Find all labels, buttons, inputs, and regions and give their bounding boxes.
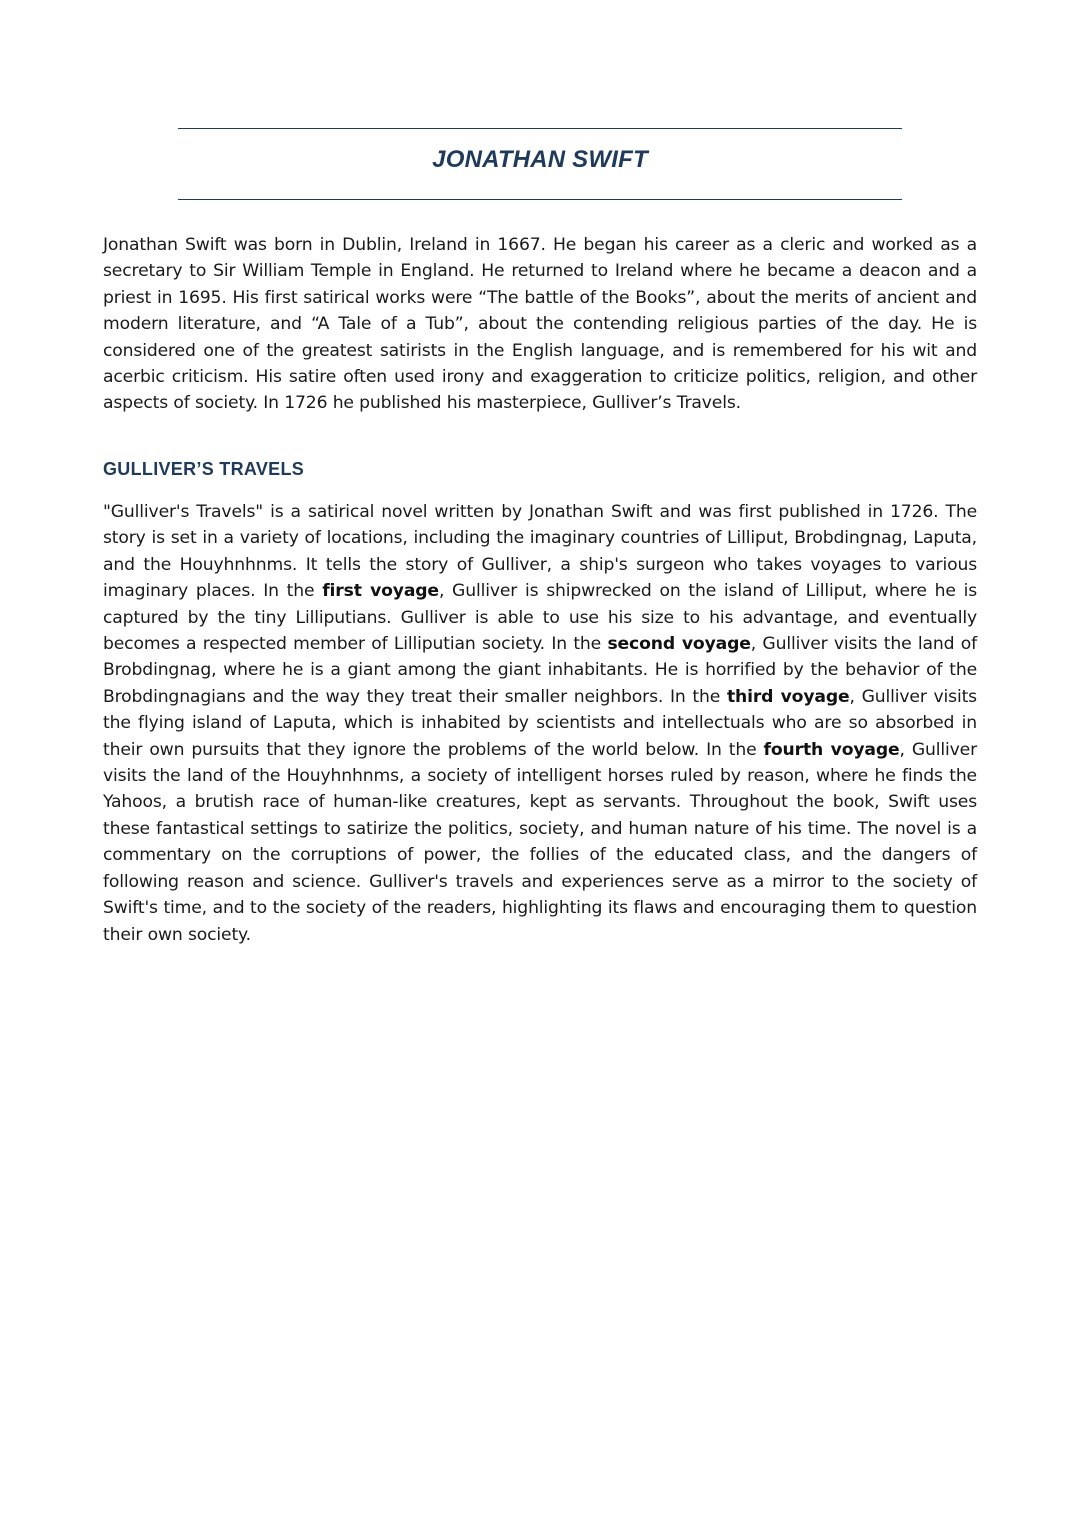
title-bottom-rule xyxy=(178,199,902,200)
section-heading-gullivers-travels: GULLIVER’S TRAVELS xyxy=(103,459,305,479)
biography-paragraph: Jonathan Swift was born in Dublin, Ireland in 1667. He began his career as a cleric and worked as a secretary to Sir William Temple in England. He returned to Ireland where he became a deacon and a priest in 1695. His first satirical works were “The battle of the Books”, about the merits of ancient and modern literature, and “A Tale of a Tub”, about the contending religious parties of the day. He is considered one of the greatest satirists in the English language, and is remembered for his wit and acerbic criticism. His satire often used irony and exaggeration to criticize politics, religion, and other aspects of society. In 1726 he published his masterpiece, Gulliver’s Travels. xyxy=(103,235,977,414)
novel-text-part-1: "Gulliver's Travels" is a satirical novel written by Jonathan Swift and was first published in 1726. The story is set in a variety of locations, including the imaginary countries of Lilliput, Brobdingnag, Laputa, and the Houyhnhnms. It tells the story of Gulliver, a ship's surgeon who takes voyages to various imaginary places. In the xyxy=(103,502,977,602)
novel-text-part-4: , Gulliver visits the flying island of Laputa, which is inhabited by scientists and intellectuals who are so absorbed in their own pursuits that they ignore the problems of the world below. In the xyxy=(103,686,977,760)
first-voyage-emphasis: first voyage xyxy=(322,581,439,602)
novel-text-part-2: , Gulliver is shipwrecked on the island of Lilliput, where he is captured by the tiny Lilliputians. Gulliver is able to use his size to his advantage, and eventually becomes a respected member of Lilliputian society. In the xyxy=(103,581,977,655)
second-voyage-emphasis: second voyage xyxy=(607,634,751,655)
novel-text-part-5: , Gulliver visits the land of the Houyhnhnms, a society of intelligent horses ruled by reason, where he finds the Yahoos, a brutish race of human-like creatures, kept as servants. Throughout the book, Swift uses these fantastical settings to satirize the politics, society, and human nature of his time. The novel is a commentary on the corruptions of power, the follies of the educated class, and the dangers of following reason and science. Gulliver's travels and experiences serve as a mirror to the society of Swift's time, and to the society of the readers, highlighting its flaws and encouraging them to question their own society. xyxy=(103,739,977,945)
title-top-rule xyxy=(178,128,902,129)
fourth-voyage-emphasis: fourth voyage xyxy=(763,739,900,760)
page-title: JONATHAN SWIFT xyxy=(432,146,648,173)
third-voyage-emphasis: third voyage xyxy=(726,686,850,707)
novel-summary-paragraph xyxy=(103,499,977,948)
novel-text-part-3: , Gulliver visits the land of Brobdingnag, where he is a giant among the giant inhabitants. He is horrified by the behavior of the Brobdingnagians and the way they treat their smaller neighbors. In the xyxy=(103,634,977,707)
